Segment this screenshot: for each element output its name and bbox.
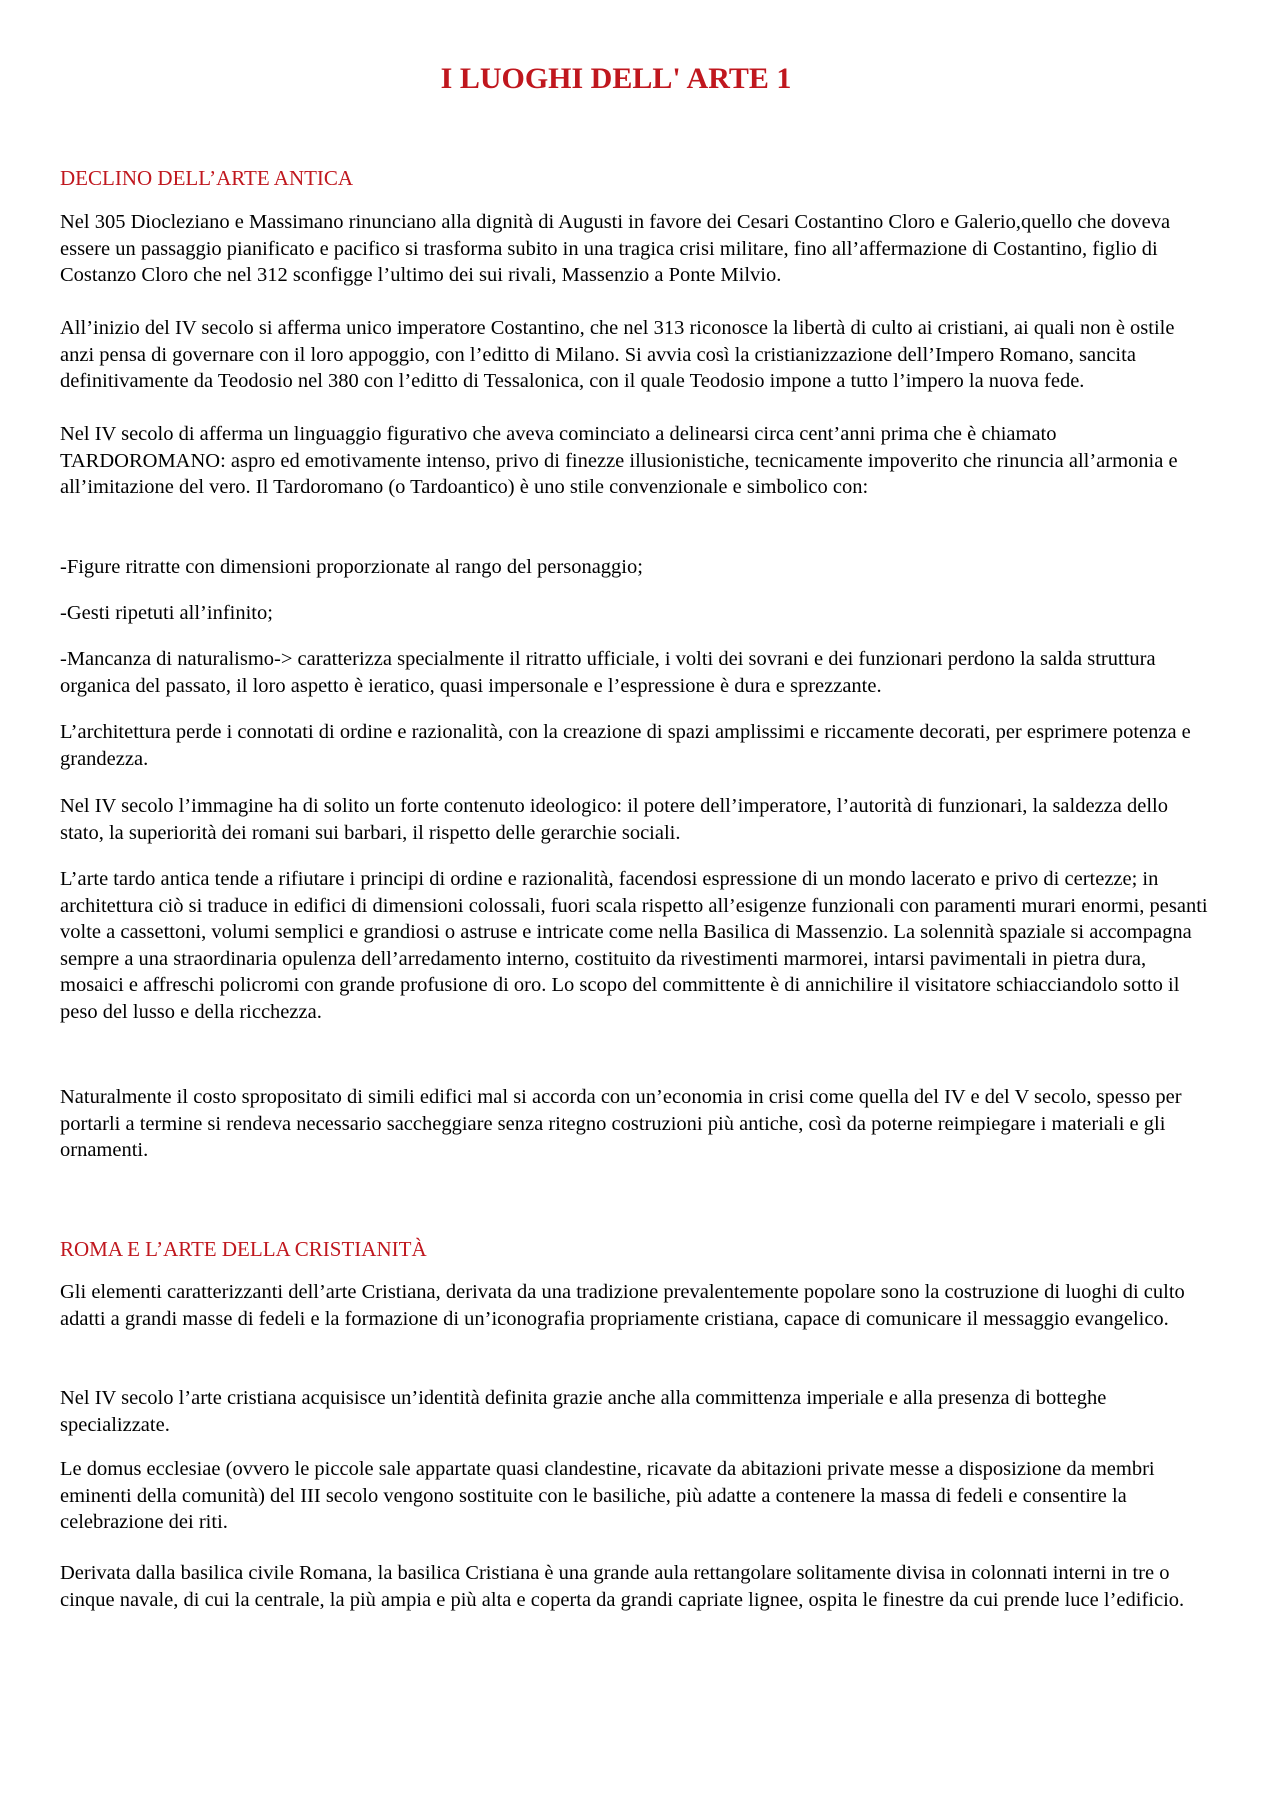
paragraph: Nel IV secolo l’immagine ha di solito un forte contenuto ideologico: il potere dell’imperatore, l’autorità di funzionari, la saldezza dello stato, la superiorità dei romani sui barbari, il rispetto delle gerarchie sociali. bbox=[60, 795, 1168, 844]
paragraph: All’inizio del IV secolo si afferma unico imperatore Costantino, che nel 313 riconosce la libertà di culto ai cristiani, ai quali non è ostile anzi pensa di governare con il loro appoggio, con l’editto di Milano. Si avvia così la cristianizzazione dell’Impero Romano, sancita definitivamente da Teodosio nel 380 con l’editto di Tessalonica, con il quale Teodosio impone a tutto l’impero la nuova fede. bbox=[60, 317, 1175, 392]
paragraph: Nel IV secolo l’arte cristiana acquisisce un’identità definita grazie anche alla committenza imperiale e alla presenza di botteghe specializzate. bbox=[60, 1387, 1107, 1436]
paragraph: Nel IV secolo di afferma un linguaggio figurativo che aveva cominciato a delinearsi circa cent’anni prima che è chiamato TARDOROMANO: aspro ed emotivamente intenso, privo di finezze illusionistiche, tecnicamente impoverito che rinuncia all’armonia e all’imitazione del vero. Il Tardoromano (o Tardoantico) è uno stile convenzionale e simbolico con: bbox=[60, 423, 1178, 498]
section-heading-roma: ROMA E L’ARTE DELLA CRISTIANITÀ bbox=[60, 1237, 427, 1261]
paragraph: Naturalmente il costo spropositato di simili edifici mal si accorda con un’economia in crisi come quella del IV e del V secolo, spesso per portarli a termine si rendeva necessario saccheggiare senza ritegno costruzioni più antiche, così da poterne reimpiegare i materiali e gli ornamenti. bbox=[60, 1086, 1182, 1161]
paragraph: L’arte tardo antica tende a rifiutare i principi di ordine e razionalità, facendosi espressione di un mondo lacerato e privo di certezze; in architettura ciò si traduce in edifici di dimensioni colossali, fuori scala rispetto all’esigenze funzionali con paramenti murari enormi, pesanti volte a cassettoni, volumi semplici e grandiosi o astruse e intricate come nella Basilica di Massenzio. La solennità spaziale si accompagna sempre a una straordinaria opulenza dell’arredamento interno, costituito da rivestimenti marmorei, intarsi pavimentali in pietra dura, mosaici e affreschi policromi con grande profusione di oro. Lo scopo del committente è di annichilire il visitatore schiacciandolo sotto il peso del lusso e della ricchezza. bbox=[60, 868, 1208, 1023]
paragraph: L’architettura perde i connotati di ordine e razionalità, con la creazione di spazi amplissimi e riccamente decorati, per esprimere potenza e grandezza. bbox=[60, 721, 1191, 770]
list-item: -Gesti ripetuti all’infinito; bbox=[60, 602, 273, 624]
paragraph: Nel 305 Diocleziano e Massimano rinunciano alla dignità di Augusti in favore dei Cesari Costantino Cloro e Galerio,quello che doveva essere un passaggio pianificato e pacifico si trasforma subito in una tragica crisi militare, fino all’affermazione di Costantino, figlio di Costanzo Cloro che nel 312 sconfigge l’ultimo dei sui rivali, Massenzio a Ponte Milvio. bbox=[60, 211, 1171, 286]
document-title: I LUOGHI DELL' ARTE 1 bbox=[440, 62, 792, 95]
section-heading-declino: DECLINO DELL’ARTE ANTICA bbox=[60, 166, 354, 190]
paragraph: Gli elementi caratterizzanti dell’arte Cristiana, derivata da una tradizione prevalentemente popolare sono la costruzione di luoghi di culto adatti a grandi masse di fedeli e la formazione di un’iconografia propriamente cristiana, capace di comunicare il messaggio evangelico. bbox=[60, 1281, 1185, 1330]
paragraph: Derivata dalla basilica civile Romana, la basilica Cristiana è una grande aula rettangolare solitamente divisa in colonnati interni in tre o cinque navale, di cui la centrale, la più ampia e più alta e coperta da grandi capriate lignee, ospita le finestre da cui prende luce l’edificio. bbox=[60, 1562, 1185, 1611]
list-item: -Figure ritratte con dimensioni proporzionate al rango del personaggio; bbox=[60, 556, 643, 578]
paragraph: Le domus ecclesiae (ovvero le piccole sale appartate quasi clandestine, ricavate da abitazioni private messe a disposizione da membri eminenti della comunità) del III secolo vengono sostituite con le basiliche, più adatte a contenere la massa di fedeli e consentire la celebrazione dei riti. bbox=[60, 1458, 1155, 1533]
list-item: -Mancanza di naturalismo-> caratterizza specialmente il ritratto ufficiale, i volti dei sovrani e dei funzionari perdono la salda struttura organica del passato, il loro aspetto è ieratico, quasi impersonale e l’espressione è dura e sprezzante. bbox=[60, 648, 1156, 697]
